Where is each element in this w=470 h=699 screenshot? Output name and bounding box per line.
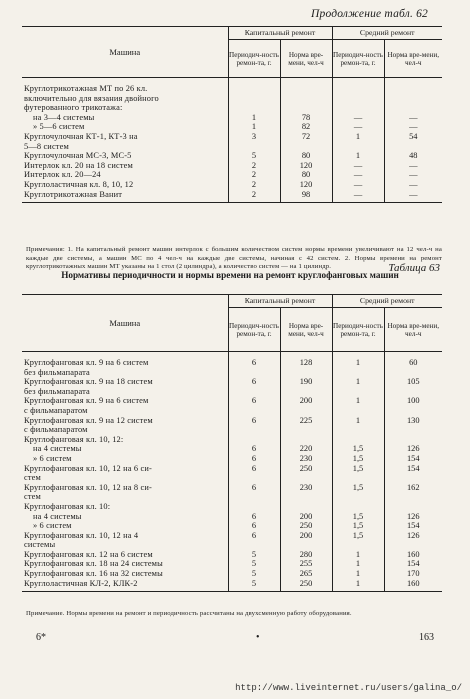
table-row xyxy=(22,425,442,435)
capital-norm-cell: 250 xyxy=(280,521,332,531)
medium-period-cell: 1,5 xyxy=(332,464,384,474)
capital-period-cell: 5 xyxy=(228,569,280,579)
medium-norm-cell: — xyxy=(384,113,442,123)
table-row xyxy=(22,521,442,531)
medium-norm-cell: 154 xyxy=(384,521,442,531)
capital-norm-cell xyxy=(280,368,332,378)
medium-norm-cell xyxy=(384,103,442,113)
capital-norm-cell: 230 xyxy=(280,483,332,493)
machine-name-cell: системы xyxy=(24,540,56,550)
table-row xyxy=(22,377,442,387)
capital-norm-cell: 265 xyxy=(280,569,332,579)
capital-period-cell: 6 xyxy=(228,416,280,426)
machine-name-cell: Круглофанговая кл. 9 на 6 систем xyxy=(24,396,149,406)
capital-period-cell: 5 xyxy=(228,550,280,560)
medium-norm-cell xyxy=(384,78,442,94)
machine-name-cell: » 6 систем xyxy=(24,521,72,531)
medium-norm-cell: — xyxy=(384,161,442,171)
col-machine-header: Машина xyxy=(22,27,228,78)
machine-name-cell: на 4 системы xyxy=(24,444,82,454)
capital-norm-cell xyxy=(280,502,332,512)
medium-period-cell xyxy=(332,406,384,416)
medium-period-cell xyxy=(332,387,384,397)
table-row xyxy=(22,78,442,94)
page-number: 163 xyxy=(419,632,434,643)
footer-dot: • xyxy=(256,632,260,643)
medium-period-cell xyxy=(332,142,384,152)
table-row xyxy=(22,540,442,550)
table-row xyxy=(22,550,442,560)
table-row xyxy=(22,170,442,180)
table-row xyxy=(22,352,442,368)
table-62-body xyxy=(22,78,442,203)
footer-signature: 6* xyxy=(36,632,46,643)
machine-name-cell: Круглочулочная КТ-1, КТ-3 на xyxy=(24,131,138,141)
table-62 xyxy=(22,26,442,203)
machine-name-cell: » 6 систем xyxy=(24,453,72,463)
medium-period-cell: 1 xyxy=(332,396,384,406)
machine-name-cell: без фильмапарата xyxy=(24,367,90,377)
table-row xyxy=(22,483,442,493)
medium-period-cell xyxy=(332,502,384,512)
machine-name-cell: Круглофанговая кл. 16 на 32 системы xyxy=(24,569,163,579)
table-row xyxy=(22,132,442,142)
capital-period-cell xyxy=(228,406,280,416)
table-63-body xyxy=(22,352,442,592)
machine-name-cell: Круглофанговая кл. 9 на 18 систем xyxy=(24,377,153,387)
medium-norm-cell xyxy=(384,502,442,512)
capital-norm-cell: 190 xyxy=(280,377,332,387)
capital-period-cell xyxy=(228,540,280,550)
table-row xyxy=(22,113,442,123)
medium-period-header: Периодич-ность ремон-та, г. xyxy=(332,40,384,78)
capital-period-cell: 6 xyxy=(228,512,280,522)
medium-norm-cell: 162 xyxy=(384,483,442,493)
watermark-url: http://www.liveinternet.ru/users/galina_o/ xyxy=(235,683,462,693)
table-row xyxy=(22,579,442,592)
capital-norm-cell: 200 xyxy=(280,512,332,522)
medium-norm-cell: 160 xyxy=(384,579,442,592)
machine-name-cell: Круглотрикотажная МТ по 26 кл. xyxy=(24,84,148,93)
capital-repair-header: Капитальный ремонт xyxy=(228,27,332,40)
capital-period-cell: 2 xyxy=(228,161,280,171)
machine-name-cell: стем xyxy=(24,473,41,483)
medium-norm-cell xyxy=(384,406,442,416)
table-row xyxy=(22,464,442,474)
medium-norm-cell xyxy=(384,387,442,397)
medium-period-cell xyxy=(332,473,384,483)
medium-norm-header: Норма вре-мени, чел-ч xyxy=(384,308,442,352)
medium-norm-cell: 126 xyxy=(384,531,442,541)
machine-name-cell: без фильмапарата xyxy=(24,386,90,396)
medium-period-cell xyxy=(332,540,384,550)
machine-name-cell: » 5—6 систем xyxy=(24,122,85,132)
medium-norm-cell: 130 xyxy=(384,416,442,426)
table-63-title: Нормативы периодичности и нормы времени на ремонт круглофанговых машин xyxy=(61,270,399,280)
machine-name-cell: включительно для вязания двойного xyxy=(24,93,159,103)
machine-name-cell: Круглофанговая кл. 10, 12 на 8 си- xyxy=(24,482,152,492)
capital-norm-cell xyxy=(280,473,332,483)
medium-norm-cell xyxy=(384,425,442,435)
machine-name-cell: Интерлок кл. 20—24 xyxy=(24,170,101,180)
medium-norm-cell xyxy=(384,540,442,550)
machine-name-cell: на 3—4 системы xyxy=(24,112,95,122)
medium-period-cell xyxy=(332,103,384,113)
capital-period-cell: 6 xyxy=(228,454,280,464)
capital-norm-cell: 200 xyxy=(280,531,332,541)
medium-norm-cell xyxy=(384,94,442,104)
machine-name-cell: Круглотрикотажная Ванит xyxy=(22,190,228,203)
medium-norm-cell xyxy=(384,142,442,152)
machine-name-cell: с фильмапаратом xyxy=(24,405,88,415)
medium-period-cell xyxy=(332,492,384,502)
machine-name-cell: Интерлок кл. 20 на 18 систем xyxy=(24,160,133,170)
table-row xyxy=(22,103,442,113)
capital-norm-cell xyxy=(280,103,332,113)
capital-norm-cell: 230 xyxy=(280,454,332,464)
medium-norm-cell: 126 xyxy=(384,444,442,454)
machine-name-cell: с фильмапаратом xyxy=(24,425,88,435)
capital-period-cell xyxy=(228,425,280,435)
machine-name-cell: Круглофанговая кл. 12 на 6 систем xyxy=(24,549,153,559)
medium-period-cell: — xyxy=(332,180,384,190)
medium-norm-cell: 160 xyxy=(384,550,442,560)
medium-period-cell: 1 xyxy=(332,559,384,569)
continuation-title: Продолжение табл. 62 xyxy=(311,8,428,20)
medium-norm-cell xyxy=(384,473,442,483)
machine-name-cell: Круглофанговая кл. 10, 12: xyxy=(24,434,124,444)
capital-norm-cell xyxy=(280,492,332,502)
machine-name-cell: Круглофанговая кл. 10, 12 на 4 xyxy=(24,530,139,540)
machine-name-cell: Круглофанговая кл. 18 на 24 системы xyxy=(24,559,163,569)
table-63 xyxy=(22,294,442,592)
machine-name-cell: футерованного трикотажа: xyxy=(24,103,123,113)
table-row xyxy=(22,151,442,161)
medium-norm-cell: — xyxy=(384,122,442,132)
capital-norm-cell: 120 xyxy=(280,180,332,190)
capital-period-cell: 1 xyxy=(228,113,280,123)
capital-period-cell: 6 xyxy=(228,352,280,368)
table-row xyxy=(22,492,442,502)
medium-period-cell: 1 xyxy=(332,550,384,560)
capital-norm-cell: 80 xyxy=(280,151,332,161)
medium-repair-header: Средний ремонт xyxy=(332,27,442,40)
capital-norm-cell xyxy=(280,142,332,152)
machine-name-cell: Круглочулочная МС-3, МС-5 xyxy=(24,151,132,161)
capital-period-cell: 6 xyxy=(228,444,280,454)
machine-name-cell: Круглоластичная КЛ-2, КЛК-2 xyxy=(22,579,228,592)
capital-norm-cell: 250 xyxy=(280,464,332,474)
capital-period-cell: 6 xyxy=(228,483,280,493)
medium-period-cell xyxy=(332,425,384,435)
machine-name-cell: Круглоластичная кл. 8, 10, 12 xyxy=(24,179,134,189)
capital-period-cell: 2 xyxy=(228,180,280,190)
medium-period-cell: 1 xyxy=(332,569,384,579)
capital-period-cell: 6 xyxy=(228,377,280,387)
medium-norm-cell: 154 xyxy=(384,454,442,464)
table-row xyxy=(22,559,442,569)
table-row xyxy=(22,94,442,104)
machine-name-cell: на 4 системы xyxy=(24,511,82,521)
medium-period-cell: 1 xyxy=(332,416,384,426)
capital-norm-cell: 82 xyxy=(280,122,332,132)
capital-norm-cell xyxy=(280,78,332,94)
capital-period-cell xyxy=(228,94,280,104)
table-63-note: Примечание. Нормы времени на ремонт и периодичность рассчитаны на двухсменную работу оборудования. xyxy=(26,610,352,617)
medium-norm-cell: 154 xyxy=(384,559,442,569)
capital-norm-header: Норма вре-мени, чел-ч xyxy=(280,308,332,352)
medium-norm-cell: 170 xyxy=(384,569,442,579)
table-62-note: Примечания: 1. На капитальный ремонт машин интерлок с большим количеством систем нормы времени увеличивают на 12 чел-ч на каждые две системы, а машин МС по 4 чел-ч на каждые две системы, начиная с 42 систем. 2. Нормы времени на ремонт круглотрикотажных машин МТ указаны на 1 стол (2 цилиндра), а количество систем — на 1 цилиндр. xyxy=(26,246,442,271)
capital-norm-cell: 200 xyxy=(280,396,332,406)
capital-period-cell xyxy=(228,368,280,378)
machine-name-cell: Круглофанговая кл. 9 на 12 систем xyxy=(24,415,153,425)
medium-period-cell xyxy=(332,78,384,94)
medium-period-cell: 1,5 xyxy=(332,531,384,541)
table-row xyxy=(22,569,442,579)
capital-norm-cell: 78 xyxy=(280,113,332,123)
capital-norm-cell: 255 xyxy=(280,559,332,569)
medium-period-cell: 1 xyxy=(332,352,384,368)
capital-period-cell: 6 xyxy=(228,396,280,406)
capital-norm-cell: 220 xyxy=(280,444,332,454)
capital-norm-cell xyxy=(280,94,332,104)
capital-norm-cell xyxy=(280,406,332,416)
capital-norm-cell: 225 xyxy=(280,416,332,426)
capital-norm-cell: 250 xyxy=(280,579,332,592)
table-row xyxy=(22,444,442,454)
medium-norm-header: Норма вре-мени, чел-ч xyxy=(384,40,442,78)
medium-norm-cell: 154 xyxy=(384,464,442,474)
table-row xyxy=(22,416,442,426)
medium-period-cell: — xyxy=(332,190,384,203)
medium-norm-cell xyxy=(384,368,442,378)
capital-period-cell xyxy=(228,492,280,502)
capital-repair-header: Капитальный ремонт xyxy=(228,295,332,308)
medium-norm-cell: — xyxy=(384,170,442,180)
medium-period-cell: 1,5 xyxy=(332,444,384,454)
medium-period-header: Периодич-ность ремон-та, г. xyxy=(332,308,384,352)
medium-period-cell: 1 xyxy=(332,132,384,142)
medium-period-cell: 1 xyxy=(332,579,384,592)
medium-norm-cell xyxy=(384,492,442,502)
medium-period-cell: 1,5 xyxy=(332,521,384,531)
table-row xyxy=(22,387,442,397)
capital-period-header: Периодич-ность ремон-та, г. xyxy=(228,308,280,352)
machine-name-cell: Круглофанговая кл. 10, 12 на 6 си- xyxy=(24,463,152,473)
capital-norm-header: Норма вре-мени, чел-ч xyxy=(280,40,332,78)
table-row xyxy=(22,368,442,378)
table-row xyxy=(22,122,442,132)
capital-period-cell: 5 xyxy=(228,151,280,161)
medium-norm-cell: 48 xyxy=(384,151,442,161)
table-row xyxy=(22,190,442,203)
medium-period-cell: — xyxy=(332,122,384,132)
medium-period-cell: — xyxy=(332,170,384,180)
col-machine-header: Машина xyxy=(22,295,228,352)
capital-norm-cell: 128 xyxy=(280,352,332,368)
capital-norm-cell: 98 xyxy=(280,190,332,203)
capital-period-cell: 1 xyxy=(228,122,280,132)
medium-period-cell xyxy=(332,94,384,104)
capital-norm-cell: 72 xyxy=(280,132,332,142)
capital-period-cell: 2 xyxy=(228,170,280,180)
medium-norm-cell: 100 xyxy=(384,396,442,406)
capital-period-cell xyxy=(228,473,280,483)
table-row xyxy=(22,512,442,522)
table-row xyxy=(22,502,442,512)
table-row xyxy=(22,406,442,416)
capital-norm-cell: 80 xyxy=(280,170,332,180)
table-row xyxy=(22,473,442,483)
capital-period-cell: 3 xyxy=(228,132,280,142)
capital-period-cell xyxy=(228,78,280,94)
medium-norm-cell: 54 xyxy=(384,132,442,142)
capital-period-cell: 6 xyxy=(228,521,280,531)
medium-period-cell xyxy=(332,368,384,378)
capital-period-header: Периодич-ность ремон-та, г. xyxy=(228,40,280,78)
table-row xyxy=(22,396,442,406)
machine-name-cell: 5—8 систем xyxy=(24,141,69,151)
medium-norm-cell: 60 xyxy=(384,352,442,368)
capital-period-cell: 6 xyxy=(228,464,280,474)
capital-period-cell: 2 xyxy=(228,190,280,203)
table-row xyxy=(22,161,442,171)
machine-name-cell: Круглофанговая кл. 10: xyxy=(24,501,111,511)
medium-period-cell: — xyxy=(332,113,384,123)
table-row xyxy=(22,531,442,541)
capital-norm-cell xyxy=(280,435,332,445)
capital-period-cell xyxy=(228,142,280,152)
medium-norm-cell: 126 xyxy=(384,512,442,522)
capital-norm-cell xyxy=(280,425,332,435)
medium-period-cell: 1 xyxy=(332,377,384,387)
capital-period-cell xyxy=(228,387,280,397)
medium-norm-cell: — xyxy=(384,180,442,190)
medium-norm-cell xyxy=(384,435,442,445)
medium-period-cell: 1,5 xyxy=(332,454,384,464)
capital-period-cell: 6 xyxy=(228,531,280,541)
capital-norm-cell xyxy=(280,387,332,397)
table-row xyxy=(22,142,442,152)
capital-period-cell: 5 xyxy=(228,559,280,569)
capital-period-cell: 5 xyxy=(228,579,280,592)
medium-period-cell: 1,5 xyxy=(332,483,384,493)
machine-name-cell: Круглофанговая кл. 9 на 6 систем xyxy=(24,358,149,367)
medium-norm-cell: — xyxy=(384,190,442,203)
medium-period-cell: 1 xyxy=(332,151,384,161)
table-row xyxy=(22,180,442,190)
capital-norm-cell: 280 xyxy=(280,550,332,560)
medium-period-cell: 1,5 xyxy=(332,512,384,522)
capital-period-cell xyxy=(228,435,280,445)
medium-norm-cell: 105 xyxy=(384,377,442,387)
capital-period-cell xyxy=(228,103,280,113)
capital-norm-cell: 120 xyxy=(280,161,332,171)
table-row xyxy=(22,454,442,464)
medium-period-cell: — xyxy=(332,161,384,171)
table-63-label: Таблица 63 xyxy=(388,262,440,274)
medium-repair-header: Средний ремонт xyxy=(332,295,442,308)
capital-norm-cell xyxy=(280,540,332,550)
machine-name-cell: стем xyxy=(24,492,41,502)
capital-period-cell xyxy=(228,502,280,512)
medium-period-cell xyxy=(332,435,384,445)
table-row xyxy=(22,435,442,445)
